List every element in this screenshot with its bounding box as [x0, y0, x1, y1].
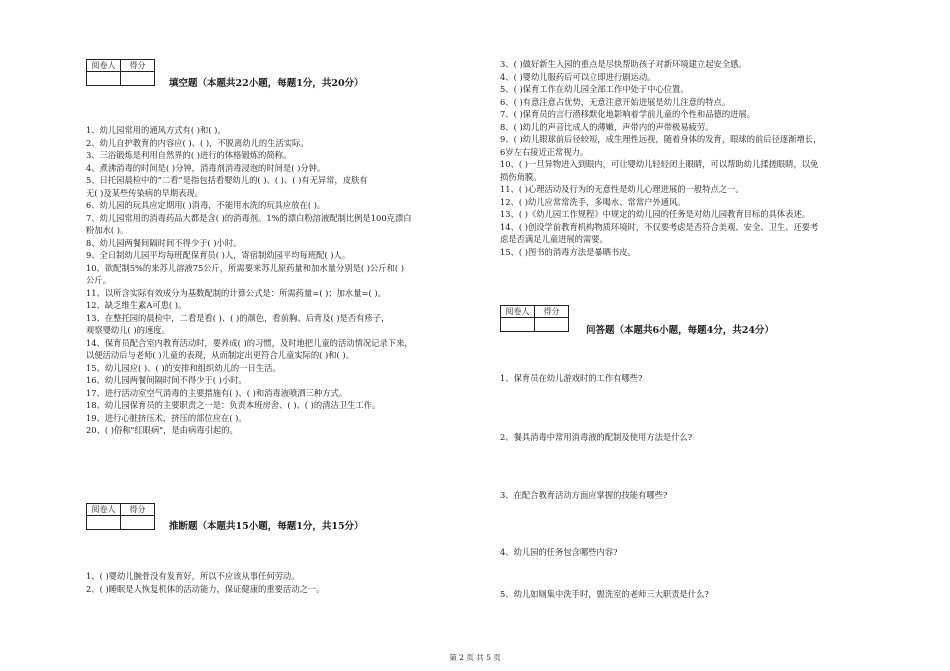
question-line: 13、( )《幼儿园工作规程》中规定的幼儿园的任务是对幼儿园教育目标的具体表述。	[500, 209, 811, 219]
question-line: 3、( )做好新生入园的重点是尽快帮助孩子对新环境建立起安全感。	[500, 59, 747, 69]
question-line: 粉加水( )。	[86, 225, 129, 235]
question-line: 1、保育员在幼儿游戏时的工作有哪些?	[500, 373, 643, 383]
question-line: 9、( )幼儿眼球前后径较短，成生理性远视，随着身体的发育，眼球的前后径逐渐增长，	[500, 134, 822, 144]
score-label: 得分	[121, 60, 155, 72]
question-line: 18、幼儿园保育员的主要职责之一是：负责本班房舍、( )、( )的清洁卫生工作。	[86, 400, 381, 410]
reviewer-label: 阅卷人	[501, 306, 535, 318]
judge-questions-right	[500, 58, 910, 258]
question-line: 6岁左右接近正常视力。	[500, 146, 589, 157]
judge-questions-left	[86, 570, 486, 595]
score-box-qa	[500, 305, 569, 332]
question-line: 10、欲配制5%的来苏儿溶液75公斤，所需要来苏儿原药量和加水量分别是( )公斤和( )	[86, 262, 405, 273]
judge-title: 推断题（本题共15小题，每题1分，共15分）	[169, 521, 364, 532]
question-line: 15、幼儿园应( )、( )的安排和组织幼儿的一日生活。	[86, 362, 281, 373]
question-line: 17、进行活动室空气消毒的主要措施有( )、( )和消毒液喷洒三种方式。	[86, 387, 348, 398]
question-line: 11、以所含实际有效成分为基数配制的计算公式是：所需药量=( )；加水量=( )。	[86, 287, 386, 298]
score-cell[interactable]	[121, 72, 155, 86]
question-line: 损伤角膜。	[500, 171, 542, 182]
question-line: 2、餐具消毒中常用消毒液的配制及使用方法是什么?	[500, 432, 693, 442]
reviewer-label: 阅卷人	[87, 60, 121, 72]
question-line: 无( )及某些传染病的早期表现。	[86, 187, 203, 198]
question-line: 4、幼儿园的任务包含哪些内容?	[500, 547, 618, 557]
question-line: 公斤。	[86, 275, 111, 285]
question-line: 6、( )有意注意占优势，无意注意开始进展是幼儿注意的特点。	[500, 96, 731, 107]
qa-title: 问答题（本题共6小题，每题4分，共24分）	[586, 325, 774, 336]
reviewer-cell[interactable]	[87, 72, 121, 86]
question-line: 以便活动后与老师( )儿童的表现，从而制定出更符合儿童实际的( )和( )。	[86, 350, 354, 360]
score-label: 得分	[121, 504, 155, 516]
question-line: 4、( )婴幼儿服药后可以立即进行剧运动。	[500, 71, 656, 82]
question-line: 12、( )幼儿应常常洗手，多喝水、常常户外通风。	[500, 196, 686, 207]
question-line: 1、( )婴幼儿腕骨没有发育好，所以不应该从事任何劳动。	[86, 571, 300, 581]
question-line: 20、( )俗称"红眼病"，是由病毒引起的。	[86, 425, 238, 435]
question-line: 7、( )保育员的言行潜移默化地影响着学前儿童的个性和品德的进展。	[500, 109, 756, 119]
page-footer: 第 2 页 共 5 页	[449, 653, 501, 662]
question-line: 10、( )一旦异物进入到眼内，可让婴幼儿轻轻闭上眼睛，可以帮助幼儿揉搓眼睛，以免	[500, 159, 819, 169]
question-line: 14、保育员配合室内教育活动时，要养成( )的习惯，及时地把儿童的活动情况记录下来，	[86, 337, 413, 348]
reviewer-cell[interactable]	[501, 318, 535, 332]
question-line: 9、全日制幼儿园平均每班配保育员( )人，寄宿制幼园平均每班配( )人。	[86, 250, 351, 260]
question-line: 4、煮沸消毒的时间是( )分钟，消毒剂消毒浸泡的时间是( )分钟。	[86, 162, 326, 173]
question-line: 5、日托园晨检中的“二看”是指包括看婴幼儿的( )、( )、( )有无异常，皮肤有	[86, 175, 368, 185]
question-line: 3、三浴锻炼是利用自然界的( )进行的体格锻炼的简称。	[86, 150, 292, 160]
question-line: 8、( )幼儿的声音比成人的薄嫩，声带内的声带极易疲劳。	[500, 121, 714, 132]
question-line: 11、( )心理活动及行为的无意性是幼儿心理进展的一般特点之一。	[500, 184, 744, 194]
question-line: 19、进行心脏挤压术，挤压的部位应在( )。	[86, 412, 247, 423]
question-line: 14、( )创设学前教育机构物质环境时，不仅要考虑是否符合美观、安全、卫生、还要考	[500, 221, 819, 232]
reviewer-label: 阅卷人	[87, 504, 121, 516]
question-line: 16、幼儿园两餐间隔时间不得少于( )小时。	[86, 375, 247, 385]
question-line: 2、( )睡眠是人恢复机体的活动能力，保证健康的重要活动之一。	[86, 583, 325, 594]
question-line: 12、缺乏维生素A可患( )。	[86, 300, 187, 310]
question-line: 1、幼儿园常用的通风方式有( )和( )。	[86, 125, 226, 135]
question-line: 15、( )图书的消毒方法是暴晒书皮。	[500, 246, 636, 257]
question-line: 观察婴幼儿( )的速度。	[86, 325, 170, 335]
question-line: 5、( )保育工作在幼儿园全部工作中处于中心位置。	[500, 84, 689, 94]
fill-blank-questions	[86, 124, 486, 437]
fill-blank-title: 填空题（本题共22小题，每题1分，共20分）	[169, 78, 364, 89]
score-box-judge	[86, 503, 155, 530]
question-line: 5、幼儿如厕集中洗手时，盥洗室的老师三大职责是什么?	[500, 589, 709, 599]
score-cell[interactable]	[121, 516, 155, 530]
question-line: 6、幼儿园的玩具应定期用( )消毒，不能用水洗的玩具应放在( )。	[86, 200, 326, 210]
score-cell[interactable]	[535, 318, 569, 332]
score-box-fill	[86, 59, 155, 86]
question-line: 3、在配合教育活动方面应掌握的技能有哪些?	[500, 490, 668, 500]
question-line: 13、在整托园的晨检中，二看是看( )、( )的颜色，看前胸、后背及( )是否有疹子，	[86, 312, 390, 323]
question-line: 8、幼儿园两餐间隔时间不得少于( )小时。	[86, 237, 242, 248]
score-label: 得分	[535, 306, 569, 318]
question-line: 7、幼儿园常用的消毒药品大都是含( )的消毒剂。1%的漂白粉溶液配制比例是100克漂白	[86, 212, 412, 223]
question-line: 2、幼儿自护教育的内容应( )、( )，不脱离幼儿的生活实际。	[86, 137, 309, 148]
question-line: 虑是否满足儿童进展的需要。	[500, 234, 608, 244]
reviewer-cell[interactable]	[87, 516, 121, 530]
